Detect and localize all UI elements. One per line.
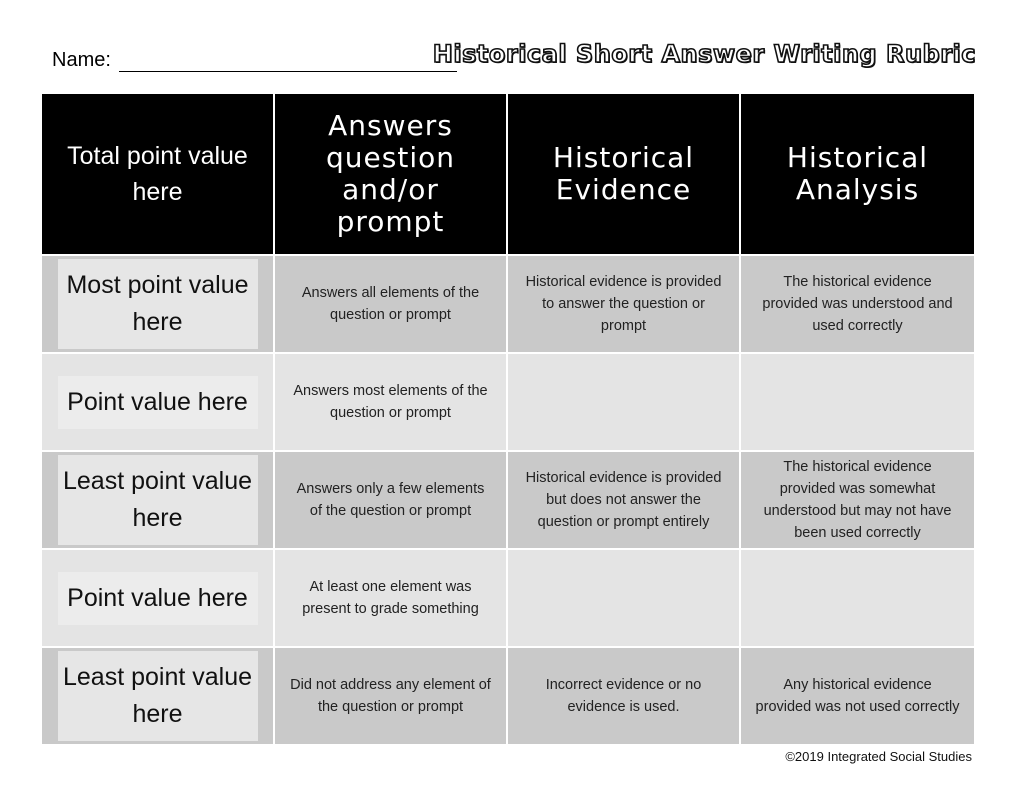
answers-cell: Did not address any element of the question or prompt [275, 646, 508, 744]
evidence-cell [508, 548, 741, 646]
table-row [42, 254, 974, 352]
table-row [42, 646, 974, 744]
points-cell [42, 450, 275, 548]
table-row [42, 450, 974, 548]
header-row [42, 94, 974, 254]
rubric-table [42, 94, 974, 744]
points-label: Point value here [58, 376, 258, 429]
analysis-cell: The historical evidence provided was somewhat understood but may not have been used correctly [741, 450, 974, 548]
rubric-title: Historical Short Answer Writing Rubric [432, 40, 976, 68]
header-points: Total point value here [42, 94, 275, 254]
analysis-cell [741, 548, 974, 646]
answers-cell: At least one element was present to grade something [275, 548, 508, 646]
evidence-cell: Incorrect evidence or no evidence is used. [508, 646, 741, 744]
header-historical-evidence: Historical Evidence [508, 94, 741, 254]
points-label: Least point value here [58, 651, 258, 741]
evidence-cell: Historical evidence is provided but does not answer the question or prompt entirely [508, 450, 741, 548]
name-label: Name: [52, 49, 111, 71]
analysis-cell [741, 352, 974, 450]
header-answers-question: Answers question and/or prompt [275, 94, 508, 254]
evidence-cell [508, 352, 741, 450]
table-row [42, 548, 974, 646]
header-historical-analysis: Historical Analysis [741, 94, 974, 254]
points-cell [42, 352, 275, 450]
points-label: Least point value here [58, 455, 258, 545]
answers-cell: Answers all elements of the question or prompt [275, 254, 508, 352]
analysis-cell: The historical evidence provided was understood and used correctly [741, 254, 974, 352]
evidence-cell: Historical evidence is provided to answer the question or prompt [508, 254, 741, 352]
answers-cell: Answers most elements of the question or prompt [275, 352, 508, 450]
points-label: Point value here [58, 572, 258, 625]
copyright-notice: ©2019 Integrated Social Studies [785, 749, 972, 764]
points-cell [42, 646, 275, 744]
analysis-cell: Any historical evidence provided was not used correctly [741, 646, 974, 744]
table-row [42, 352, 974, 450]
name-underline [119, 71, 457, 72]
answers-cell: Answers only a few elements of the question or prompt [275, 450, 508, 548]
points-cell [42, 254, 275, 352]
points-cell [42, 548, 275, 646]
points-label: Most point value here [58, 259, 258, 349]
